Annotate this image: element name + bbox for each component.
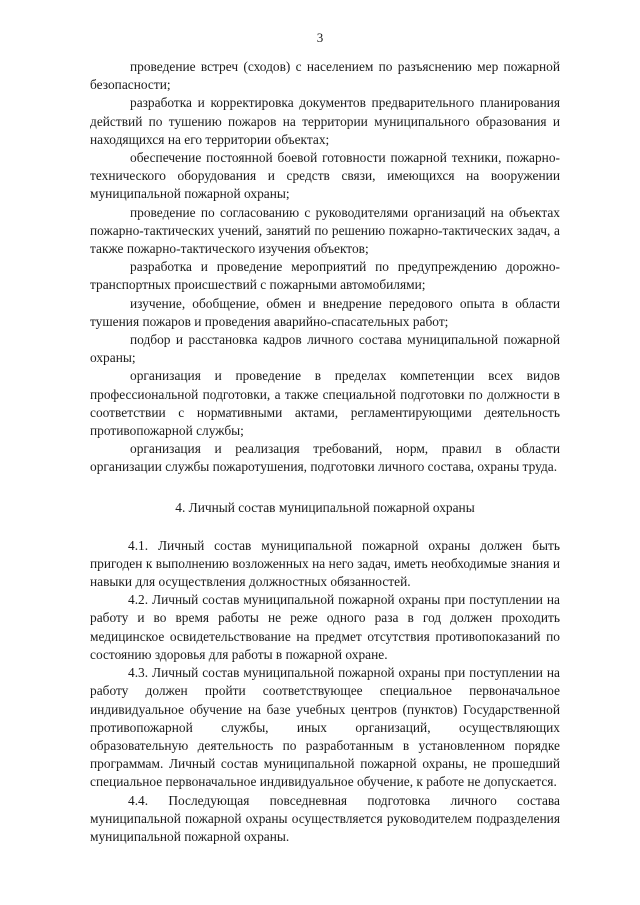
document-body: [90, 58, 560, 846]
list-item: проведение встреч (сходов) с населением по разъяснению мер пожарной безопасности;: [90, 59, 560, 93]
list-item: изучение, обобщение, обмен и внедрение передового опыта в области тушения пожаров и проведения аварийно-спасательных работ;: [90, 295, 560, 329]
section-paragraph: 4.1. Личный состав муниципальной пожарной охраны должен быть пригоден к выполнению возложенных на него задач, иметь необходимые знания и навыки для осуществления должностных обязанностей.: [90, 537, 560, 590]
list-item: подбор и расстановка кадров личного состава муниципальной пожарной охраны;: [90, 332, 560, 366]
list-item: обеспечение постоянной боевой готовности пожарной техники, пожарно-технического оборудования и средств связи, имеющихся на вооружении муниципальной пожарной охраны;: [90, 150, 560, 202]
list-item: разработка и корректировка документов предварительного планирования действий по тушению пожаров на территории муниципального образования и находящихся на его территории объектах;: [90, 95, 560, 147]
section-paragraph: 4.2. Личный состав муниципальной пожарной охраны при поступлении на работу и во время работы не реже одного раза в год должен проходить медицинское освидетельствование на предмет отсутствия противопоказаний по состоянию здоровья для работы в пожарной охране.: [90, 592, 560, 662]
list-item: организация и реализация требований, норм, правил в области организации службы пожаротушения, подготовки личного состава, охраны труда.: [90, 441, 560, 475]
section-paragraph: 4.4. Последующая повседневная подготовка личного состава муниципальной пожарной охраны осуществляется руководителем подразделения муниципальной пожарной охраны.: [90, 792, 560, 844]
section-heading: 4. Личный состав муниципальной пожарной охраны: [175, 499, 475, 515]
page-number: 3: [316, 30, 324, 45]
list-item: организация и проведение в пределах компетенции всех видов профессиональной подготовки, а также специальной подготовки по должности в соответствии с нормативными актами, регламентирующими деятельность противопожарной службы;: [90, 368, 560, 439]
list-item: разработка и проведение мероприятий по предупреждению дорожно-транспортных происшествий с пожарными автомобилями;: [90, 259, 560, 293]
section-paragraph: 4.3. Личный состав муниципальной пожарной охраны при поступлении на работу должен пройти соответствующее специальное первоначальное индивидуальное обучение на базе учебных центров (пунктов) Государственной противопожарной службы, иных организаций, осуществляющих образовательную деятельность по разработанным в установленном порядке программам. Личный состав муниципальной пожарной охраны, не прошедший специальное первоначальное индивидуальное обучение, к работе не допускается.: [90, 665, 560, 790]
list-item: проведение по согласованию с руководителями организаций на объектах пожарно-тактических учений, занятий по решению пожарно-тактических задач, а также пожарно-тактического изучения объектов;: [90, 204, 560, 257]
